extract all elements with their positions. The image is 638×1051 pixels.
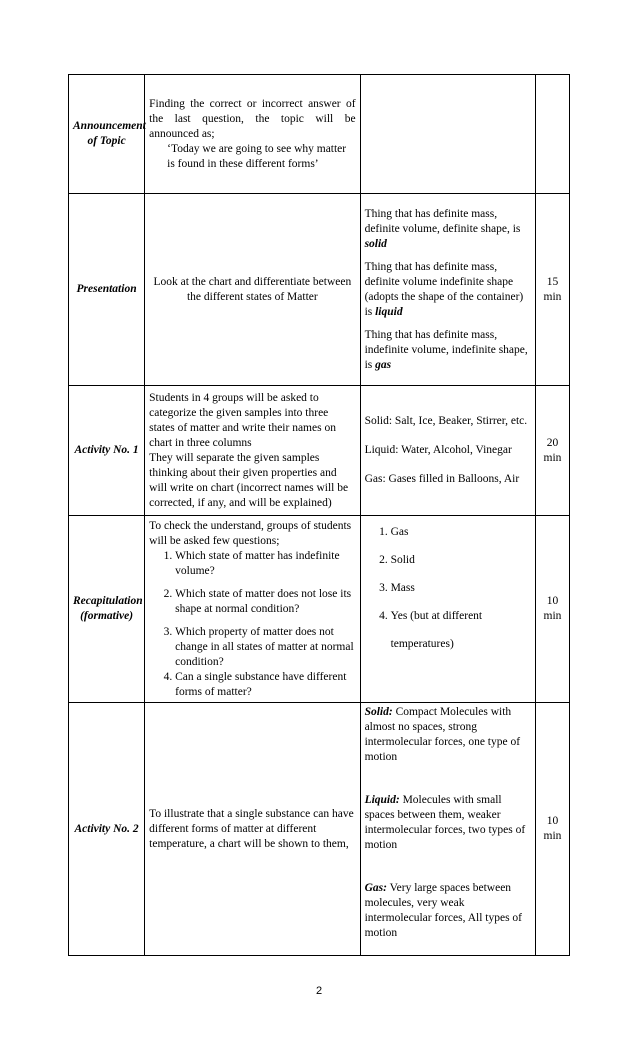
time-cell xyxy=(535,75,569,194)
content-item: Liquid: Water, Alcohol, Vinegar xyxy=(364,444,512,456)
list-item: 2. Which state of matter does not lose its shape at normal condition? xyxy=(175,587,355,617)
stage-label: Announcement of Topic xyxy=(69,75,145,194)
teacher-activity-cell xyxy=(145,75,360,194)
activity-text: To illustrate that a single substance can have different forms of matter at different temperature, a chart will be shown to them, xyxy=(149,807,354,850)
time-cell: 20 min xyxy=(535,386,569,516)
list-item: 1. Which state of matter has indefinite volume? xyxy=(175,549,355,579)
content-cell xyxy=(360,386,535,516)
table-row-presentation xyxy=(69,194,570,386)
page-number: 2 xyxy=(315,985,323,997)
content-item: Solid: Salt, Ice, Beaker, Stirrer, etc. xyxy=(364,415,528,427)
list-item: 1. Gas xyxy=(391,518,531,546)
time-cell: 10 min xyxy=(535,516,569,703)
list-item: 3. Which property of matter does not change in all states of matter at normal condition? xyxy=(175,625,355,670)
stage-label: Activity No. 2 xyxy=(69,703,145,956)
stage-label: Recapitulation (formative) xyxy=(69,516,145,703)
table-row-activity-2 xyxy=(69,703,570,956)
content-item: Liquid: Molecules with small spaces between them, weaker intermolecular forces, two types of motion xyxy=(364,794,526,851)
answer-list xyxy=(365,518,531,658)
teacher-activity-cell xyxy=(145,386,360,516)
time-cell: 15 min xyxy=(535,194,569,386)
table-row-activity-1 xyxy=(69,386,570,516)
content-item: Solid: Compact Molecules with almost no spaces, strong intermolecular forces, one type of motion xyxy=(364,706,521,763)
content-item: Thing that has definite mass, indefinite volume, indefinite shape, is gas xyxy=(364,328,528,371)
activity-text: Look at the chart and differentiate between the different states of Matter xyxy=(153,275,352,303)
activity-text: They will separate the given samples thinking about their given properties and will write on chart (incorrect names will be corrected, if any, and will be explained) xyxy=(149,451,349,509)
teacher-activity-cell xyxy=(145,194,360,386)
content-item: Thing that has definite mass, definite volume indefinite shape (adopts the shape of the container) is liquid xyxy=(364,260,524,318)
list-item: 3. Mass xyxy=(391,574,531,602)
lesson-plan-table xyxy=(68,74,570,956)
activity-text: To check the understand, groups of students will be asked few questions; xyxy=(149,519,352,547)
content-item: Gas: Very large spaces between molecules, very weak intermolecular forces, All types of motion xyxy=(364,882,522,939)
content-item: Gas: Gases filled in Balloons, Air xyxy=(364,473,520,485)
activity-text: Finding the correct or incorrect answer of the last question, the topic will be announced as; xyxy=(149,97,356,140)
activity-text: Students in 4 groups will be asked to categorize the given samples into three states of matter and write their names on chart in three columns xyxy=(149,391,336,449)
list-item: 2. Solid xyxy=(391,546,531,574)
stage-label: Presentation xyxy=(69,194,145,386)
content-cell xyxy=(360,75,535,194)
content-cell xyxy=(360,194,535,386)
stage-label: Activity No. 1 xyxy=(69,386,145,516)
question-list xyxy=(149,549,355,700)
content-item: Thing that has definite mass, definite volume, definite shape, is solid xyxy=(364,207,521,250)
list-item: 4. Can a single substance have different forms of matter? xyxy=(175,670,355,700)
time-cell: 10 min xyxy=(535,703,569,956)
teacher-activity-cell xyxy=(145,703,360,956)
content-cell xyxy=(360,703,535,956)
list-item: 4. Yes (but at different temperatures) xyxy=(391,602,531,658)
teacher-activity-cell xyxy=(145,516,360,703)
topic-quote: ‘Today we are going to see why matter is found in these different forms’ xyxy=(167,142,347,170)
content-cell xyxy=(360,516,535,703)
table-row-announcement xyxy=(69,75,570,194)
table-row-recapitulation xyxy=(69,516,570,703)
